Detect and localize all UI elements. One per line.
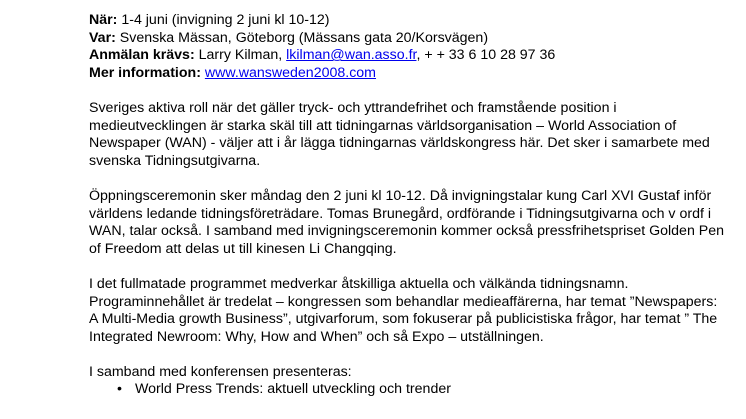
paragraph-presentations-intro: I samband med konferensen presenteras: bbox=[89, 363, 352, 380]
list-item-text: World Press Trends: aktuell utveckling och trender bbox=[135, 381, 451, 398]
registration-label: Anmälan krävs: bbox=[89, 47, 195, 64]
paragraph-intro: Sveriges aktiva roll när det gäller tryck- och yttrandefrihet och framstående position i medieutvecklingen är starka skäl till att tidningarnas världsorganisation – World Association of Newspaper (WAN) - väljer att i år lägga tidningarnas världskongress här. Det sker i samarbete med svenska Tidningsutgivarna. bbox=[89, 99, 710, 169]
where-line bbox=[89, 30, 729, 48]
paragraph-opening-ceremony: Öppningsceremonin sker måndag den 2 juni kl 10-12. Då invigningstalar kung Carl XVI Gustaf inför världens ledande tidningsföreträdare. Tomas Brunegård, ordförande i Tidningsutgivarna och v ordf i WAN, talar också. I samband med invigningsceremonin kommer också pressfrihetspriset Golden Pen of Freedom att delas ut till kinesen Li Changqing. bbox=[89, 187, 725, 257]
when-label: När: bbox=[89, 12, 118, 28]
registration-line bbox=[89, 47, 729, 65]
presentations-list bbox=[89, 381, 729, 399]
more-info-label: Mer information: bbox=[89, 64, 201, 81]
where-value: Svenska Mässan, Göteborg (Mässans gata 20/Korsvägen) bbox=[115, 29, 489, 46]
paragraph-programme: I det fullmatade programmet medverkar åtskilliga aktuella och välkända tidningsnamn. Programinnehållet är tredelat – kongressen som behandlar medieaffärerna, har temat ”Newspapers: A Multi-Media growth Business”, utgivarforum, som fokuserar på publicistiska frågor, har temat ” The Integrated Newroom: Why, How and When” och så Expo – utställningen. bbox=[89, 275, 718, 345]
when-line bbox=[89, 12, 729, 30]
event-details bbox=[89, 12, 729, 82]
more-info-line bbox=[89, 65, 729, 83]
where-label: Var: bbox=[89, 29, 116, 46]
bullet-icon: • bbox=[117, 381, 122, 398]
registration-contact-name: Larry Kilman, bbox=[194, 47, 287, 64]
more-info-website-link[interactable]: www.wansweden2008.com bbox=[204, 64, 377, 81]
press-release-document bbox=[89, 12, 729, 399]
list-item bbox=[89, 381, 729, 399]
when-value: 1-4 juni (invigning 2 juni kl 10-12) bbox=[117, 12, 330, 28]
registration-email-link[interactable]: lkilman@wan.asso.fr bbox=[286, 47, 417, 64]
registration-phone: , + + 33 6 10 28 97 36 bbox=[416, 47, 556, 64]
